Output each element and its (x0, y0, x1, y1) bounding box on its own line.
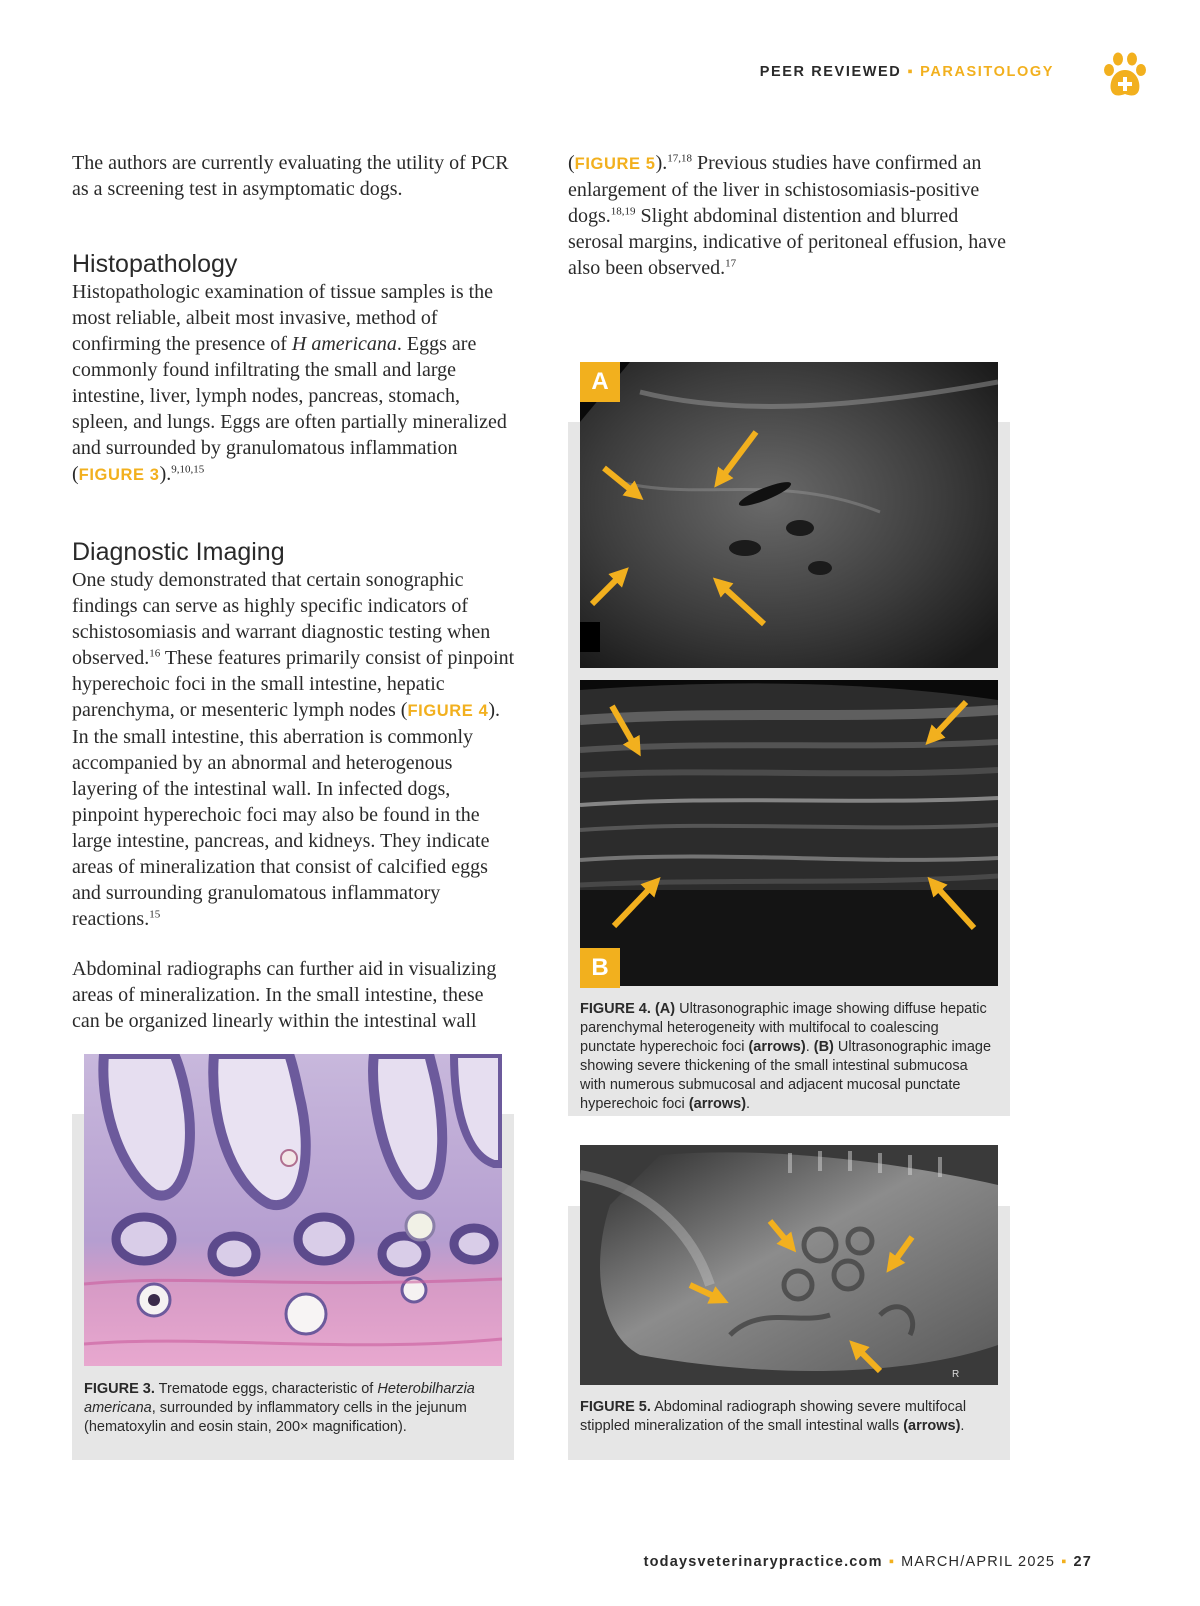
arrow-icon (604, 468, 636, 494)
citation: 17,18 (667, 152, 692, 165)
histopathology-paragraph: Histopathologic examination of tissue samples is the most reliable, albeit most invasive, method of confirming the presence of H americana. Eggs are commonly found infiltrating the small and large intestine, liver, lymph nodes, pancreas, stomach, spleen, and lungs. Eggs are often partially mineralized and surrounded by granulomatous inflammation (FIGURE 3).$^{9,10,15}$ (72, 281, 507, 485)
figure-3-label: FIGURE 3. (84, 1381, 155, 1397)
histopathology-heading: Histopathology (72, 250, 238, 278)
footer-separator: ▪ (888, 1554, 896, 1570)
page-number: 27 (1073, 1554, 1092, 1570)
arrow-icon (934, 884, 974, 928)
arrow-icon (614, 884, 654, 926)
arrow-icon (592, 574, 622, 604)
arrow-icon (720, 584, 764, 624)
running-header (760, 64, 1054, 80)
abdominal-radiograph-image (580, 1145, 998, 1385)
radiograph-side-marker: R (952, 1369, 960, 1380)
citation: 17 (725, 257, 737, 270)
arrow-icon (612, 706, 636, 748)
intro-paragraph: The authors are currently evaluating the utility of PCR as a screening test in asymptomatic dogs. (72, 152, 509, 200)
website-link[interactable]: todaysveterinarypractice.com (643, 1554, 883, 1570)
figure-4-caption: FIGURE 4. (A) Ultrasonographic image showing diffuse hepatic parenchymal heterogeneity with multifocal to coalescing punctate hyperechoic foci (arrows). (B) Ultrasonographic image showing severe thickening of the small intestinal submucosa with numerous submucosal and adjacent mucosal punctate hyperechoic foci (arrows). (580, 1001, 992, 1112)
issue-date: MARCH/APRIL 2025 (901, 1554, 1056, 1570)
section-label: PEER REVIEWED (759, 64, 902, 80)
diagnostic-imaging-heading: Diagnostic Imaging (72, 538, 285, 566)
figure-5-label: FIGURE 5. (580, 1399, 651, 1415)
citation: 16 (149, 647, 161, 660)
figure-4-label: FIGURE 4. (580, 1001, 651, 1017)
arrow-icon (720, 432, 756, 480)
page-footer (644, 1554, 1092, 1570)
right-column (568, 150, 1008, 281)
figure-4-link[interactable]: FIGURE 4 (407, 702, 489, 720)
panel-letter-a: A (580, 362, 620, 402)
figure-4-arrow-overlay (580, 362, 998, 986)
imaging-paragraph-2: Abdominal radiographs can further aid in visualizing areas of mineralization. In the small intestine, these can be organized linearly within the intestinal wall (72, 958, 497, 1032)
imaging-paragraph-1: One study demonstrated that certain sonographic findings can serve as highly specific indicators of schistosomiasis and warrant diagnostic testing when observed.$^{16}$ These features primarily consist of pinpoint hyperechoic foci in the small intestine, hepatic parenchyma, or mesenteric lymph nodes (FIGURE 4). In the small intestine, this aberration is commonly accompanied by an abnormal and heterogenous layering of the intestinal wall. In infected dogs, pinpoint hyperechoic foci may also be found in the large intestine, pancreas, and kidneys. They indicate areas of mineralization that consist of calcified eggs and surrounding granulomatous inflammatory reactions.$^{15}$ (72, 569, 515, 930)
footer-separator: ▪ (1061, 1554, 1068, 1570)
citation: 15 (149, 908, 161, 921)
figure-3-caption: FIGURE 3. Trematode eggs, characteristic of Heterobilharzia americana, surrounded by inflammatory cells in the jejunum (hematoxylin and eosin stain, 200× magnification). (84, 1381, 475, 1435)
citation: 18,19 (610, 205, 636, 218)
left-column (72, 150, 516, 1034)
paw-plus-logo-icon (1100, 50, 1150, 100)
panel-letter-b: B (580, 948, 620, 988)
citation: 9,10,15 (171, 463, 205, 476)
figure-5-link[interactable]: FIGURE 5 (574, 155, 656, 173)
arrow-icon (932, 702, 966, 738)
figure-5-caption: FIGURE 5. Abdominal radiograph showing severe multifocal stippled mineralization of the small intestinal walls (arrows). (580, 1399, 967, 1434)
species-italic: H americana (291, 333, 397, 355)
radiograph-paragraph: (FIGURE 5).$^{17,18}$ Previous studies have confirmed an enlargement of the liver in schistosomiasis-positive dogs.$^{18,19}$ Slight abdominal distention and blurred serosal margins, indicative of peritoneal effusion, have also been observed.$^{17}$ (568, 152, 1007, 279)
histology-micrograph-image (84, 1054, 502, 1366)
header-separator: ▪ (907, 64, 915, 80)
figure-3-link[interactable]: FIGURE 3 (78, 466, 160, 484)
topic-label: PARASITOLOGY (920, 64, 1054, 80)
